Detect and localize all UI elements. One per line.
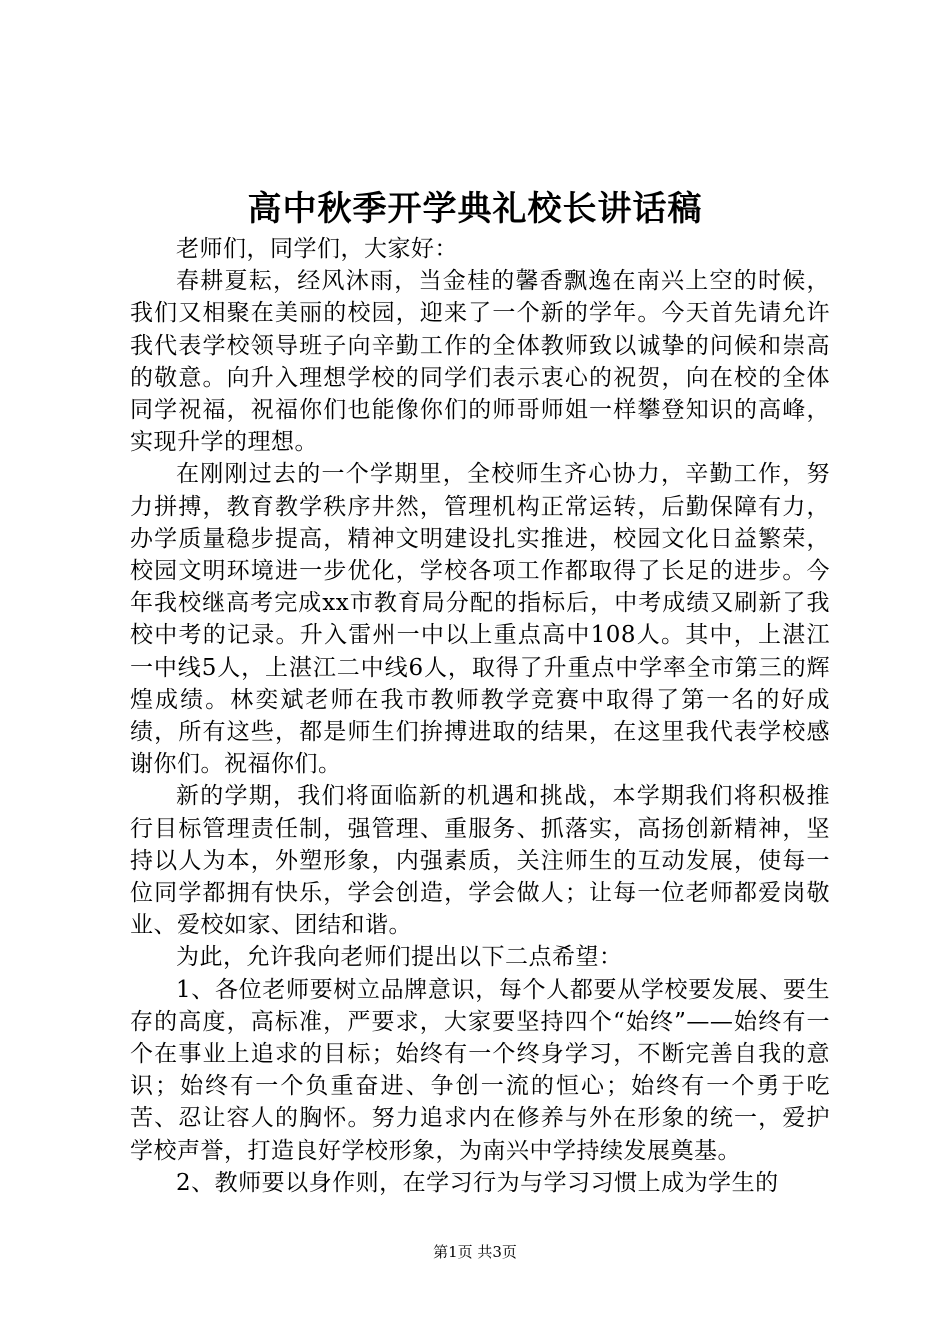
new-semester-paragraph: 新的学期，我们将面临新的机遇和挑战，本学期我们将积极推行目标管理责任制，强管理、重服务、抓落实，高扬创新精神，坚持以人为本，外塑形象，内强素质，关注师生的互动发展，使每一位同学都拥有快乐，学会创造，学会做人；让每一位老师都爱岗敬业、爱校如家、团结和谐。: [130, 783, 830, 939]
page-number-footer: 第1页 共3页: [433, 1243, 517, 1261]
achievements-paragraph: 在刚刚过去的一个学期里，全校师生齐心协力，辛勤工作，努力拼搏，教育教学秩序井然，管理机构正常运转，后勤保障有力，办学质量稳步提高，精神文明建设扎实推进，校园文化日益繁荣，校园文明环境进一步优化，学校各项工作都取得了长足的进步。今年我校继高考完成xx市教育局分配的指标后，中考成绩又刷新了我校中考的记录。升入雷州一中以上重点高中108人。其中，上湛江一中线5人，上湛江二中线6人，取得了升重点中学率全市第三的辉煌成绩。林奕斌老师在我市教师教学竞赛中取得了第一名的好成绩，所有这些，都是师生们拚搏进取的结果，在这里我代表学校感谢你们。祝福你们。: [130, 461, 830, 778]
hopes-intro-paragraph: 为此，允许我向老师们提出以下二点希望：: [176, 944, 623, 971]
document-body: [130, 233, 830, 1199]
hope-two-paragraph: 2、教师要以身作则，在学习行为与学习习惯上成为学生的: [176, 1169, 779, 1196]
opening-paragraph: 春耕夏耘，经风沐雨，当金桂的馨香飘逸在南兴上空的时候，我们又相聚在美丽的校园，迎来了一个新的学年。今天首先请允许我代表学校领导班子向辛勤工作的全体教师致以诚挚的问候和崇高的敬意。向升入理想学校的同学们表示衷心的祝贺，向在校的全体同学祝福，祝福你们也能像你们的师哥师姐一样攀登知识的高峰，实现升学的理想。: [130, 268, 830, 456]
greeting-paragraph: 老师们，同学们，大家好：: [176, 236, 458, 262]
document-title: 高中秋季开学典礼校长讲话稿: [247, 189, 703, 229]
hope-one-paragraph: 1、各位老师要树立品牌意识，每个人都要从学校要发展、要生存的高度，高标准，严要求，大家要坚持四个“始终”——始终有一个在事业上追求的目标；始终有一个终身学习，不断完善自我的意识；始终有一个负重奋进、争创一流的恒心；始终有一个勇于吃苦、忍让容人的胸怀。努力追求内在修养与外在形象的统一，爱护学校声誉，打造良好学校形象，为南兴中学持续发展奠基。: [130, 976, 830, 1164]
